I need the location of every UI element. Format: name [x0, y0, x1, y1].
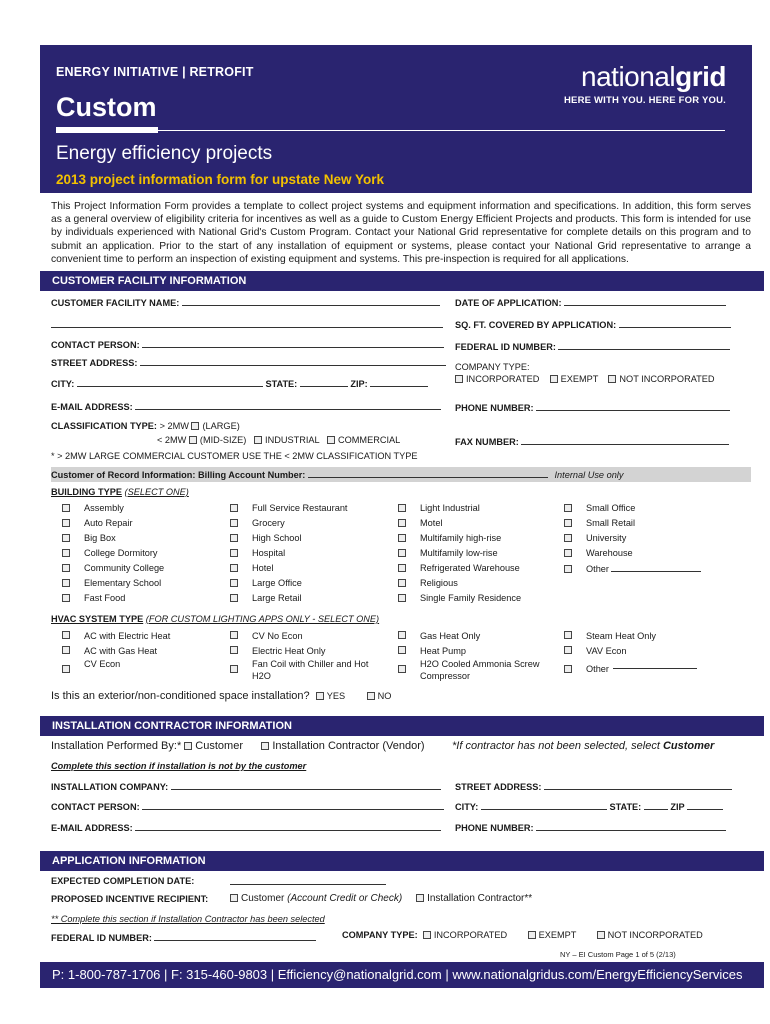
exterior-row: [51, 690, 391, 702]
contact-person-field[interactable]: [142, 339, 444, 348]
incorporated-checkbox[interactable]: [455, 375, 463, 383]
not-incorporated-checkbox[interactable]: [608, 375, 616, 383]
hvac-checkbox[interactable]: [398, 631, 406, 639]
customer-of-record-bar: [51, 467, 751, 482]
building-type-checkbox[interactable]: [398, 549, 406, 557]
hvac-label: AC with Electric Heat: [84, 631, 171, 641]
proposed-recipient-text: PROPOSED INCENTIVE RECIPIENT:: [51, 894, 209, 904]
building-type-label: Small Retail: [586, 518, 636, 528]
contractor-contact-label: CONTACT PERSON:: [51, 802, 140, 812]
application-complete-text: ** Complete this section if Installation Contractor has been selected: [51, 914, 325, 924]
hvac-checkbox[interactable]: [230, 631, 238, 639]
customer-section-header: CUSTOMER FACILITY INFORMATION: [40, 271, 764, 291]
facility-name-label: CUSTOMER FACILITY NAME:: [51, 298, 180, 308]
building-type-option[interactable]: [62, 503, 124, 513]
building-type-label: Elementary School: [84, 578, 162, 588]
building-type-label: Multifamily low-rise: [420, 548, 498, 558]
billing-account-field[interactable]: [308, 469, 548, 478]
app-incorporated-label: INCORPORATED: [433, 930, 508, 940]
building-type-option[interactable]: [230, 578, 302, 588]
large-customer-note: * > 2MW LARGE COMMERCIAL CUSTOMER USE THE < 2MW CLASSIFICATION TYPE: [51, 451, 418, 461]
building-type-label: Auto Repair: [84, 518, 133, 528]
building-type-heading: [51, 487, 189, 497]
internal-use-label: Internal Use only: [554, 470, 624, 480]
exterior-yes-label: YES: [326, 691, 346, 701]
building-type-option[interactable]: [230, 518, 285, 528]
hvac-option[interactable]: [398, 630, 555, 642]
building-type-option[interactable]: [564, 533, 626, 543]
building-type-label: Community College: [84, 563, 165, 573]
building-type-other-field[interactable]: [611, 563, 701, 572]
class-large-value: > 2MW: [159, 421, 189, 431]
contractor-street-label: STREET ADDRESS:: [455, 782, 542, 792]
building-type-checkbox[interactable]: [62, 579, 70, 587]
hvac-option[interactable]: [398, 658, 555, 682]
recipient-customer-note: (Account Credit or Check): [287, 893, 403, 904]
contractor-phone-field[interactable]: [536, 822, 726, 831]
hvac-select: (FOR CUSTOM LIGHTING APPS ONLY - SELECT ONE): [145, 614, 380, 624]
building-type-label: Refrigerated Warehouse: [420, 563, 520, 573]
building-type-label: University: [586, 533, 627, 543]
title-accent-rule: [56, 127, 158, 133]
building-type-checkbox[interactable]: [62, 534, 70, 542]
building-type-label: Large Retail: [252, 593, 302, 603]
state-field[interactable]: [300, 378, 348, 387]
expected-completion-label: EXPECTED COMPLETION DATE:: [51, 876, 195, 886]
building-type-checkbox[interactable]: [398, 504, 406, 512]
hvac-label: Electric Heat Only: [252, 646, 326, 656]
building-type-label: Big Box: [84, 533, 116, 543]
building-type-checkbox[interactable]: [230, 579, 238, 587]
building-type-checkbox[interactable]: [62, 594, 70, 602]
app-company-type-row: [342, 930, 703, 940]
exterior-question: Is this an exterior/non-conditioned space installation?: [51, 690, 310, 702]
hvac-checkbox[interactable]: [230, 665, 238, 673]
page-title: Custom: [56, 92, 157, 122]
contact-person-label: CONTACT PERSON:: [51, 340, 140, 350]
nationalgrid-logo: [564, 61, 726, 106]
installation-company-row: [51, 781, 441, 792]
app-not-incorporated-label: NOT INCORPORATED: [607, 930, 703, 940]
hvac-option[interactable]: [564, 630, 721, 642]
performed-by-row: [51, 740, 425, 752]
performed-by-contractor-label: Installation Contractor (Vendor): [272, 740, 425, 752]
building-type-option[interactable]: [62, 593, 125, 603]
hvac-option[interactable]: [564, 658, 697, 675]
hvac-label: Steam Heat Only: [586, 631, 656, 641]
date-of-application-field[interactable]: [564, 297, 726, 306]
facility-name-line2-row: [51, 319, 443, 330]
building-type-label: Hotel: [252, 563, 274, 573]
building-type-label: Hospital: [252, 548, 286, 558]
city-field[interactable]: [77, 378, 263, 387]
building-type-option[interactable]: [564, 548, 633, 558]
contractor-city-label: CITY:: [455, 802, 479, 812]
logo-bold: grid: [675, 61, 726, 92]
building-type-checkbox[interactable]: [230, 549, 238, 557]
class-large-note: (LARGE): [202, 421, 240, 431]
contractor-contact-field[interactable]: [142, 801, 444, 810]
app-company-type-label: COMPANY TYPE:: [342, 930, 418, 940]
classification-mid-row: [157, 435, 400, 445]
building-type-option[interactable]: [230, 548, 285, 558]
building-type-checkbox[interactable]: [398, 579, 406, 587]
building-type-option[interactable]: [230, 563, 273, 573]
building-type-label: Warehouse: [586, 548, 633, 558]
contractor-note: [452, 740, 714, 752]
contractor-phone-label: PHONE NUMBER:: [455, 823, 534, 833]
building-type-label: Assembly: [84, 503, 124, 513]
federal-id-label: FEDERAL ID NUMBER:: [455, 342, 556, 352]
hvac-label: CV Econ: [84, 659, 121, 669]
building-type-option[interactable]: [398, 548, 498, 558]
building-type-option[interactable]: [230, 503, 348, 513]
building-type-checkbox[interactable]: [564, 549, 572, 557]
building-type-label: Large Office: [252, 578, 302, 588]
proposed-recipient-label: [51, 894, 208, 904]
building-type-label: Religious: [420, 578, 458, 588]
phone-field[interactable]: [536, 402, 730, 411]
date-of-application-label: DATE OF APPLICATION:: [455, 298, 562, 308]
contractor-city-field[interactable]: [481, 801, 607, 810]
street-address-row: [51, 357, 446, 368]
building-type-option[interactable]: [564, 518, 635, 528]
zip-field[interactable]: [370, 378, 428, 387]
building-type-label: Small Office: [586, 503, 636, 513]
page-subtitle: Energy efficiency projects: [56, 143, 273, 164]
app-not-incorporated-checkbox[interactable]: [597, 931, 605, 939]
building-type-label: Multifamily high-rise: [420, 533, 502, 543]
contractor-state-label: STATE:: [609, 802, 642, 812]
form-subtitle: 2013 project information form for upstate New York: [56, 172, 385, 187]
building-type-checkbox[interactable]: [230, 594, 238, 602]
recipient-customer-checkbox[interactable]: [230, 894, 238, 902]
app-incorporated-checkbox[interactable]: [423, 931, 431, 939]
city-state-zip-row: [51, 378, 428, 389]
building-type-option[interactable]: [62, 563, 164, 573]
hvac-option[interactable]: [62, 645, 219, 657]
building-type-checkbox[interactable]: [230, 519, 238, 527]
recipient-customer-label: Customer: [241, 893, 285, 904]
hvac-checkbox[interactable]: [62, 665, 70, 673]
incorporated-label: INCORPORATED: [466, 374, 540, 384]
building-type-option[interactable]: [62, 578, 161, 588]
recipient-contractor-label: Installation Contractor**: [427, 893, 533, 904]
contractor-zip-field[interactable]: [687, 801, 723, 810]
zip-label: ZIP:: [350, 379, 368, 389]
exempt-label: EXEMPT: [560, 374, 599, 384]
application-complete-note: [51, 914, 325, 924]
building-type-option[interactable]: [564, 503, 635, 513]
program-label: ENERGY INITIATIVE | RETROFIT: [56, 65, 254, 79]
contractor-note-text: *If contractor has not been selected, select: [452, 740, 663, 752]
exterior-no-checkbox[interactable]: [367, 692, 375, 700]
proposed-recipient-options: [230, 893, 532, 904]
contractor-street-row: [455, 781, 732, 792]
installation-company-label: INSTALLATION COMPANY:: [51, 782, 169, 792]
contractor-section-header: INSTALLATION CONTRACTOR INFORMATION: [40, 716, 764, 736]
expected-completion-field[interactable]: [230, 876, 386, 885]
facility-name-field-2[interactable]: [51, 319, 443, 328]
building-type-option[interactable]: [230, 593, 302, 603]
building-type-option[interactable]: [398, 533, 501, 543]
building-type-label: Single Family Residence: [420, 593, 522, 603]
hvac-checkbox[interactable]: [564, 646, 572, 654]
commercial-label: COMMERCIAL: [338, 435, 401, 445]
building-type-label: Fast Food: [84, 593, 126, 603]
building-type-option[interactable]: [230, 533, 302, 543]
application-section-header: APPLICATION INFORMATION: [40, 851, 764, 871]
title-rule: [158, 130, 725, 131]
email-row: [51, 401, 441, 412]
expected-completion-row: [51, 876, 194, 886]
performed-by-label: Installation Performed By:*: [51, 740, 182, 752]
sq-ft-field[interactable]: [619, 319, 731, 328]
hvac-label: VAV Econ: [586, 646, 627, 656]
building-type-select: (SELECT ONE): [124, 487, 189, 497]
performed-by-customer-label: Customer: [195, 740, 243, 752]
commercial-checkbox[interactable]: [327, 436, 335, 444]
federal-id-field[interactable]: [558, 341, 730, 350]
contractor-note-bold: Customer: [662, 740, 715, 752]
hvac-option[interactable]: [564, 645, 721, 657]
building-type-checkbox[interactable]: [62, 549, 70, 557]
exempt-checkbox[interactable]: [550, 375, 558, 383]
customer-of-record-label: Customer of Record Information: Billing Account Number:: [51, 470, 306, 480]
class-large-checkbox[interactable]: [191, 422, 199, 430]
contractor-phone-row: [455, 822, 726, 833]
hvac-label: Fan Coil with Chiller and Hot H2O: [252, 659, 369, 681]
building-type-checkbox[interactable]: [398, 564, 406, 572]
building-type-label: High School: [252, 533, 302, 543]
fax-label: FAX NUMBER:: [455, 437, 519, 447]
contractor-state-field[interactable]: [644, 801, 668, 810]
hvac-label: Other: [586, 664, 609, 674]
class-mid-note: (MID-SIZE): [199, 435, 247, 445]
building-type-option[interactable]: [398, 503, 480, 513]
building-type-checkbox[interactable]: [398, 534, 406, 542]
city-label: CITY:: [51, 379, 75, 389]
industrial-label: INDUSTRIAL: [265, 435, 320, 445]
exterior-yes-checkbox[interactable]: [316, 692, 324, 700]
hvac-checkbox[interactable]: [564, 631, 572, 639]
classification-label: CLASSIFICATION TYPE:: [51, 421, 157, 431]
email-label: E-MAIL ADDRESS:: [51, 402, 133, 412]
building-type-option[interactable]: [564, 563, 701, 574]
street-address-field[interactable]: [140, 357, 446, 366]
contractor-zip-label: ZIP: [670, 802, 685, 812]
building-type-label: Motel: [420, 518, 443, 528]
building-type-option[interactable]: [62, 548, 158, 558]
hvac-option[interactable]: [62, 630, 219, 642]
class-mid-value: < 2MW: [157, 435, 187, 445]
hvac-option[interactable]: [230, 630, 387, 642]
hvac-checkbox[interactable]: [564, 665, 572, 673]
app-federal-id-row: [51, 932, 316, 943]
footer-bar: P: 1-800-787-1706 | F: 315-460-9803 | Efficiency@nationalgrid.com | www.nationalgridus.com/EnergyEfficiencyServices: [40, 962, 764, 988]
app-exempt-checkbox[interactable]: [528, 931, 536, 939]
app-exempt-label: EXEMPT: [538, 930, 577, 940]
performed-by-customer-checkbox[interactable]: [184, 742, 192, 750]
hvac-checkbox[interactable]: [398, 665, 406, 673]
street-address-label: STREET ADDRESS:: [51, 358, 138, 368]
building-type-checkbox[interactable]: [398, 519, 406, 527]
contractor-contact-row: [51, 801, 444, 812]
contractor-city-row: [455, 801, 723, 812]
phone-row: [455, 402, 730, 413]
building-type-checkbox[interactable]: [564, 565, 572, 573]
industrial-checkbox[interactable]: [254, 436, 262, 444]
company-type-label: COMPANY TYPE:: [455, 362, 530, 372]
not-incorporated-label: NOT INCORPORATED: [619, 374, 715, 384]
fax-row: [455, 436, 729, 447]
hvac-checkbox[interactable]: [62, 646, 70, 654]
building-type-option[interactable]: [398, 563, 520, 573]
building-type-checkbox[interactable]: [230, 534, 238, 542]
company-type-options: [455, 374, 715, 384]
building-type-label: Full Service Restaurant: [252, 503, 348, 513]
hvac-option[interactable]: [398, 645, 555, 657]
state-label: STATE:: [265, 379, 298, 389]
building-type-label: Light Industrial: [420, 503, 480, 513]
contractor-complete-note: [51, 761, 306, 771]
building-type-checkbox[interactable]: [564, 504, 572, 512]
hvac-label: AC with Gas Heat: [84, 646, 158, 656]
header-banner: [40, 45, 752, 193]
building-type-option[interactable]: [62, 533, 116, 543]
hvac-label: H2O Cooled Ammonia Screw Compressor: [420, 659, 540, 681]
building-type-option[interactable]: [398, 518, 442, 528]
hvac-option[interactable]: [62, 658, 219, 673]
building-type-label: Grocery: [252, 518, 285, 528]
hvac-option[interactable]: [230, 658, 387, 682]
facility-name-row: [51, 297, 440, 308]
facility-name-field[interactable]: [182, 297, 440, 306]
hvac-checkbox[interactable]: [398, 646, 406, 654]
sq-ft-row: [455, 319, 731, 330]
logo-light: national: [581, 61, 676, 92]
app-federal-id-field[interactable]: [154, 932, 316, 941]
performed-by-contractor-checkbox[interactable]: [261, 742, 269, 750]
building-type-checkbox[interactable]: [564, 519, 572, 527]
hvac-other-field[interactable]: [613, 660, 697, 669]
contractor-email-row: [51, 822, 441, 833]
phone-label: PHONE NUMBER:: [455, 403, 534, 413]
building-type-checkbox[interactable]: [564, 534, 572, 542]
hvac-heading: [51, 614, 379, 624]
intro-paragraph: This Project Information Form provides a template to collect project systems and equipment information and specifications. In addition, this form serves as a general overview of eligibility criteria for incentives as well as a guide to Custom Energy Efficient Projects and products. This form is intended for use by individuals experienced with National Grid's Custom Program. Contact your National Grid representative for complete details on this program and to submit an application. Prior to the start of any installation of equipment or systems, please contact your National Grid representative to arrange a convenient time to perform an inspection of existing equipment and systems. This pre-inspection is required for all applications.: [51, 201, 751, 265]
building-type-checkbox[interactable]: [230, 504, 238, 512]
hvac-label: Heat Pump: [420, 646, 466, 656]
expected-completion-field-wrap: [230, 876, 386, 887]
contractor-street-field[interactable]: [544, 781, 732, 790]
hvac-option[interactable]: [230, 645, 387, 657]
hvac-checkbox[interactable]: [62, 631, 70, 639]
fax-field[interactable]: [521, 436, 729, 445]
contractor-email-field[interactable]: [135, 822, 441, 831]
building-type-title: BUILDING TYPE: [51, 487, 122, 497]
app-federal-id-label: FEDERAL ID NUMBER:: [51, 933, 152, 943]
date-of-application-row: [455, 297, 726, 308]
building-type-checkbox[interactable]: [62, 504, 70, 512]
classification-row: [51, 421, 240, 431]
page-reference: NY – EI Custom Page 1 of 5 (2/13): [560, 950, 676, 959]
building-type-option[interactable]: [398, 578, 458, 588]
building-type-option[interactable]: [398, 593, 521, 603]
email-field[interactable]: [135, 401, 441, 410]
federal-id-row: [455, 341, 730, 352]
hvac-title: HVAC SYSTEM TYPE: [51, 614, 144, 624]
building-type-checkbox[interactable]: [62, 564, 70, 572]
hvac-label: CV No Econ: [252, 631, 303, 641]
building-type-option[interactable]: [62, 518, 133, 528]
building-type-label: Other: [586, 564, 609, 574]
recipient-contractor-checkbox[interactable]: [416, 894, 424, 902]
building-type-checkbox[interactable]: [230, 564, 238, 572]
logo-wordmark: [564, 61, 726, 93]
hvac-label: Gas Heat Only: [420, 631, 481, 641]
building-type-label: College Dormitory: [84, 548, 158, 558]
contact-person-row: [51, 339, 444, 350]
sq-ft-label: SQ. FT. COVERED BY APPLICATION:: [455, 320, 617, 330]
exterior-no-label: NO: [377, 691, 392, 701]
installation-company-field[interactable]: [171, 781, 441, 790]
building-type-checkbox[interactable]: [398, 594, 406, 602]
contractor-complete-text: Complete this section if installation is not by the customer: [51, 761, 307, 771]
logo-tagline: HERE WITH YOU. HERE FOR YOU.: [563, 95, 726, 106]
building-type-checkbox[interactable]: [62, 519, 70, 527]
class-mid-checkbox[interactable]: [189, 436, 197, 444]
hvac-checkbox[interactable]: [230, 646, 238, 654]
contractor-email-label: E-MAIL ADDRESS:: [51, 823, 133, 833]
